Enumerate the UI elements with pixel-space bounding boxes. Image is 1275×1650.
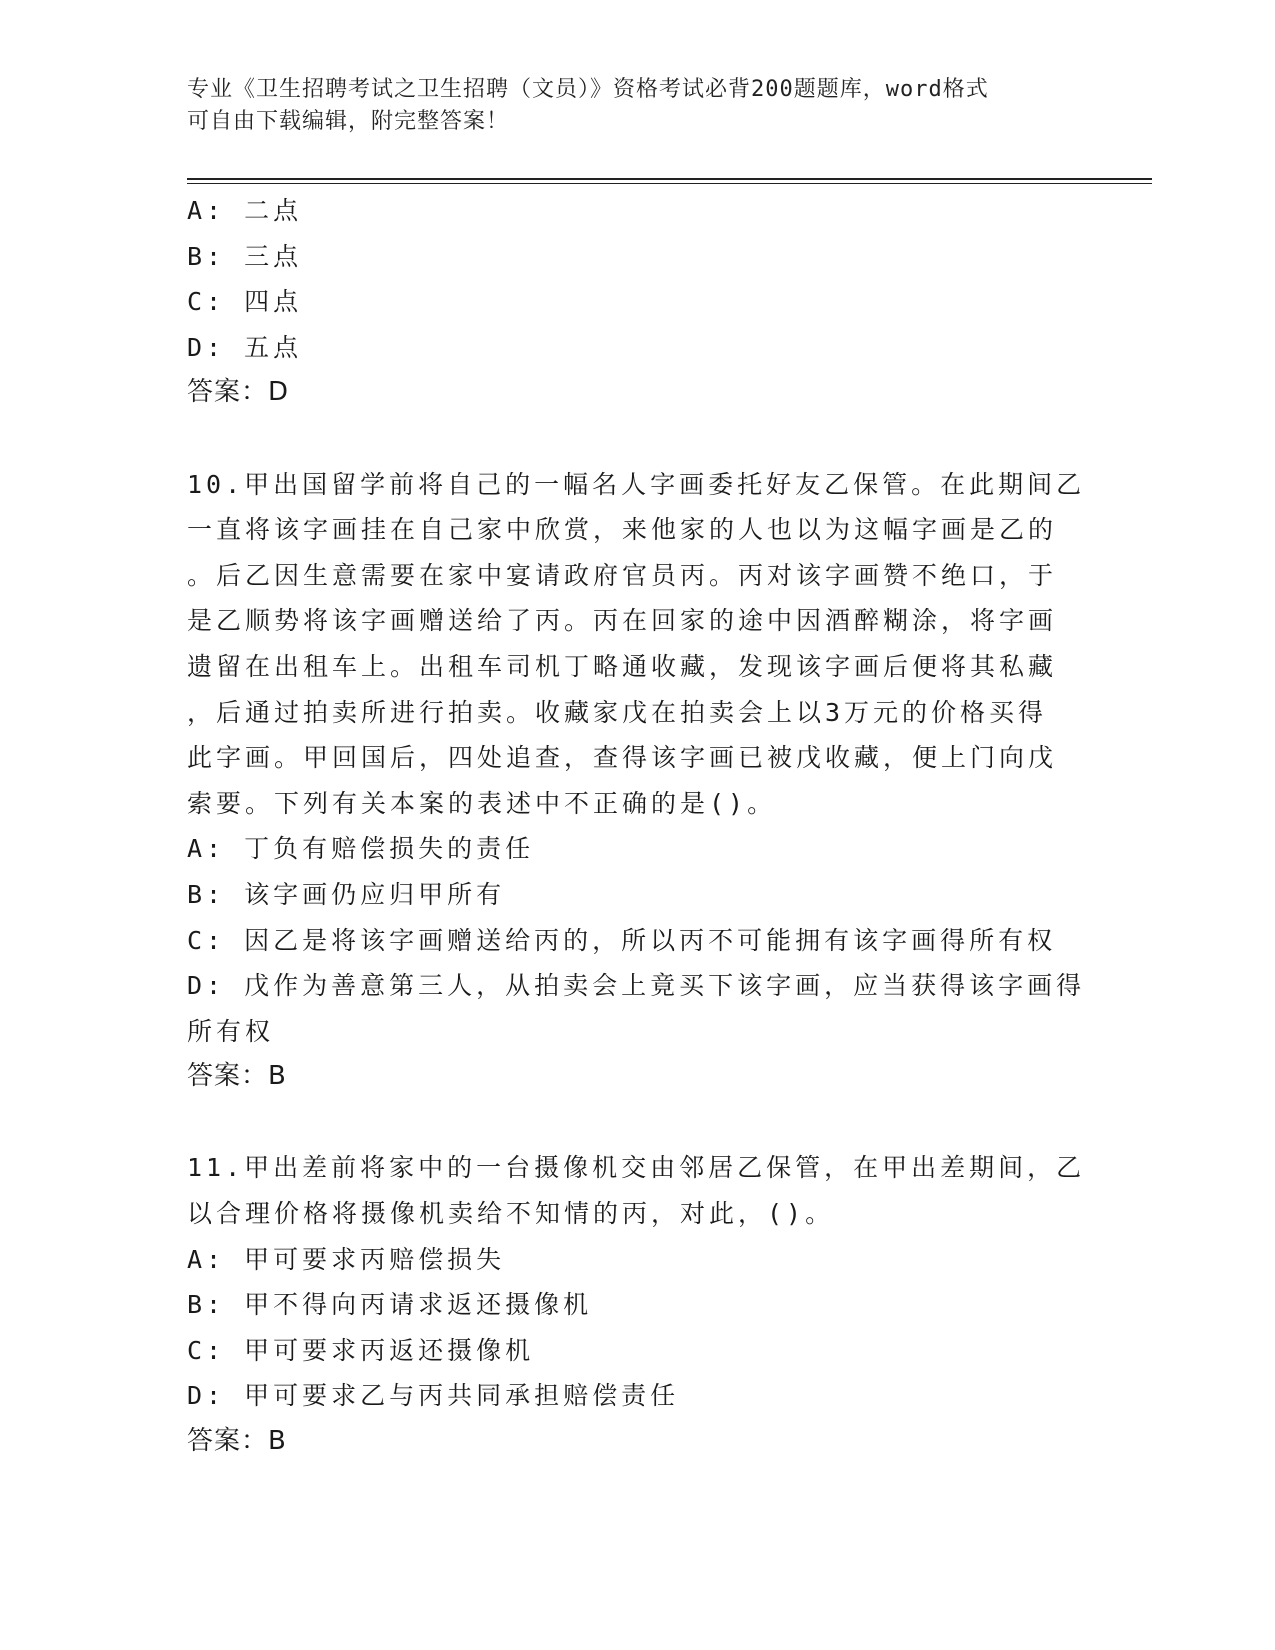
document-header bbox=[187, 74, 1067, 138]
option-d: D: 五点 bbox=[187, 332, 303, 362]
option-b: B: 甲不得向丙请求返还摄像机 bbox=[187, 1290, 593, 1320]
header-divider-thick bbox=[187, 178, 1152, 180]
answer-label: 答案：B bbox=[187, 1061, 287, 1092]
header-line-2: 可自由下载编辑，附完整答案！ bbox=[187, 109, 510, 134]
question-10 bbox=[187, 462, 1087, 1100]
option-a: A: 丁负有赔偿损失的责任 bbox=[187, 834, 535, 864]
option-a: A: 甲可要求丙赔偿损失 bbox=[187, 1244, 506, 1274]
question-text-line: 索要。下列有关本案的表述中不正确的是()。 bbox=[187, 788, 777, 818]
question-text-line: 一直将该字画挂在自己家中欣赏，来他家的人也以为这幅字画是乙的 bbox=[187, 515, 1058, 545]
option-a: A: 二点 bbox=[187, 196, 303, 225]
option-d-continued: 所有权 bbox=[187, 1016, 275, 1046]
question-text-line: 。后乙因生意需要在家中宴请政府官员丙。丙对该字画赞不绝口，于 bbox=[187, 560, 1058, 590]
option-c: C: 四点 bbox=[187, 287, 303, 317]
question-text-line: 以合理价格将摄像机卖给不知情的丙，对此，()。 bbox=[187, 1199, 835, 1229]
option-b: B: 该字画仍应归甲所有 bbox=[187, 879, 506, 909]
header-divider-thin bbox=[187, 183, 1152, 184]
header-line-1: 专业《卫生招聘考试之卫生招聘（文员）》资格考试必背200题题库，word格式 bbox=[187, 77, 989, 102]
answer-label: 答案：D bbox=[187, 377, 290, 408]
option-d: D: 戊作为善意第三人，从拍卖会上竟买下该字画，应当获得该字画得 bbox=[187, 971, 1086, 1001]
question-text-line: 10.甲出国留学前将自己的一幅名人字画委托好友乙保管。在此期间乙 bbox=[187, 469, 1086, 499]
option-c: C: 甲可要求丙返还摄像机 bbox=[187, 1335, 535, 1365]
question-text-line: 是乙顺势将该字画赠送给了丙。丙在回家的途中因酒醉糊涂，将字画 bbox=[187, 606, 1058, 636]
question-content bbox=[187, 188, 1087, 1465]
spacer bbox=[187, 416, 1087, 462]
question-text-line: 11.甲出差前将家中的一台摄像机交由邻居乙保管，在甲出差期间，乙 bbox=[187, 1153, 1086, 1183]
question-text-line: 此字画。甲回国后，四处追查，查得该字画已被戊收藏，便上门向戊 bbox=[187, 743, 1058, 773]
question-text-line: ，后通过拍卖所进行拍卖。收藏家戊在拍卖会上以3万元的价格买得 bbox=[187, 697, 1048, 727]
option-b: B: 三点 bbox=[187, 241, 303, 271]
question-text-line: 遗留在出租车上。出租车司机丁略通收藏，发现该字画后便将其私藏 bbox=[187, 651, 1058, 681]
question-9-continued bbox=[187, 188, 1087, 416]
option-c: C: 因乙是将该字画赠送给丙的，所以丙不可能拥有该字画得所有权 bbox=[187, 925, 1057, 955]
spacer bbox=[187, 1100, 1087, 1146]
option-d: D: 甲可要求乙与丙共同承担赔偿责任 bbox=[187, 1381, 680, 1411]
question-11 bbox=[187, 1145, 1087, 1464]
answer-label: 答案：B bbox=[187, 1426, 287, 1457]
